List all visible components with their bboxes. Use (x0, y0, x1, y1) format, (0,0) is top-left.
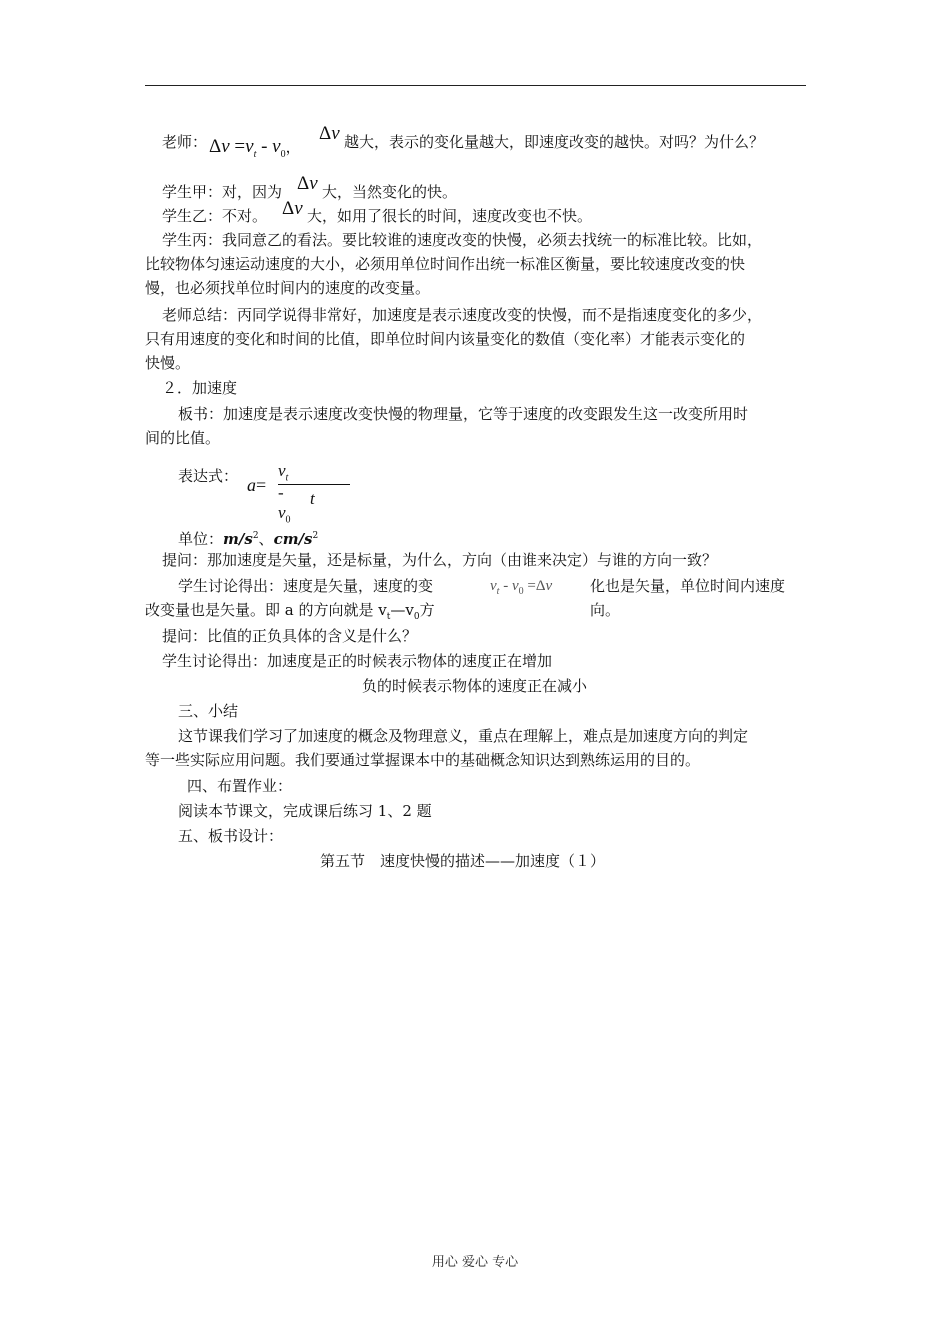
section-heading-summary: 三、小结 (178, 702, 239, 720)
question-line-2: 提问：比值的正负具体的含义是什么？ (162, 627, 418, 645)
delta-v-symbol: Δv (297, 173, 318, 194)
para-line-2: 学生甲：对，因为 (162, 183, 283, 201)
board-design-title: 第五节 速度快慢的描述——加速度（１） (320, 852, 606, 870)
para-line-16b: 化也是矢量，单位时间内速度 (590, 577, 786, 595)
para-line-20: 负的时候表示物体的速度正在减小 (362, 677, 588, 695)
fraction-bar (278, 484, 350, 485)
units-line: 单位：$m/s^2$、$cm/s^2$ (178, 530, 319, 548)
para-line-16a: 学生讨论得出：速度是矢量，速度的变 (178, 577, 434, 595)
para-line-4: 学生丙：我同意乙的看法。要比较谁的速度改变的快慢，必须去找统一的标准比较。比如， (162, 231, 763, 249)
para-line-5: 比较物体匀速运动速度的大小，必须用单位时间作出统一标准区衡量，要比较速度改变的快 (145, 255, 746, 273)
para-line-25: 阅读本节课文，完成课后练习 1、2 题 (178, 802, 432, 820)
header-rule (145, 85, 806, 86)
formula-delta-v: $\Delta v =v_t - v_0$， (209, 136, 301, 160)
para-line-9: 快慢。 (145, 354, 191, 372)
para-line-19: 学生讨论得出：加速度是正的时候表示物体的速度正在增加 (162, 652, 553, 670)
page-footer: 用心 爱心 专心 (431, 1255, 519, 1270)
para-line-17d: 向。 (590, 601, 621, 619)
para-line-8: 只有用速度的变化和时间的比值，即单位时间内该量变化的数值（变化率）才能表示变化的 (145, 330, 746, 348)
expression-label: 表达式： (178, 467, 239, 485)
speaker-label: 老师： (162, 133, 208, 151)
para-line-11: 板书：加速度是表示速度改变快慢的物理量，它等于速度的改变跟发生这一改变所用时 (178, 405, 749, 423)
question-line-1: 提问：那加速度是矢量，还是标量，为什么，方向（由谁来决定）与谁的方向一致？ (162, 551, 718, 569)
para-line-6: 慢，也必须找单位时间内的速度的改变量。 (145, 279, 431, 297)
section-heading-acceleration: ２．加速度 (162, 379, 238, 397)
para-line-1-text: 越大，表示的变化量越大，即速度改变的越快。对吗？为什么？ (344, 133, 765, 151)
para-line-7: 老师总结：丙同学说得非常好，加速度是表示速度改变的快慢，而不是指速度变化的多少， (162, 306, 763, 324)
para-line-12: 间的比值。 (145, 429, 221, 447)
para-line-17a: 改变量也是矢量。即 a 的方向就是 $v_t—v_0$方 (145, 601, 435, 622)
fraction-denominator: t (310, 489, 315, 508)
para-line-22: 这节课我们学习了加速度的概念及物理意义，重点在理解上，难点是加速度方向的判定 (178, 727, 749, 745)
para-line-2-text: 大，当然变化的快。 (322, 183, 458, 201)
delta-v-symbol: Δv (319, 123, 340, 144)
fraction-numerator: $v_t - v_0$ (278, 461, 291, 526)
para-line-3: 学生乙：不对。 (162, 207, 268, 225)
para-line-1 (162, 132, 207, 152)
formula-vt-v0-delta: $v_t - v_0 =\Delta v$ (490, 578, 553, 597)
para-line-3-text: 大，如用了很长的时间，速度改变也不快。 (307, 207, 593, 225)
formula-a: a= (247, 475, 267, 495)
delta-v-symbol: Δv (282, 198, 303, 219)
para-line-23: 等一些实际应用问题。我们要通过掌握课本中的基础概念知识达到熟练运用的目的。 (145, 751, 701, 769)
section-heading-board-design: 五、板书设计： (178, 827, 284, 845)
section-heading-homework: 四、布置作业： (187, 777, 293, 795)
